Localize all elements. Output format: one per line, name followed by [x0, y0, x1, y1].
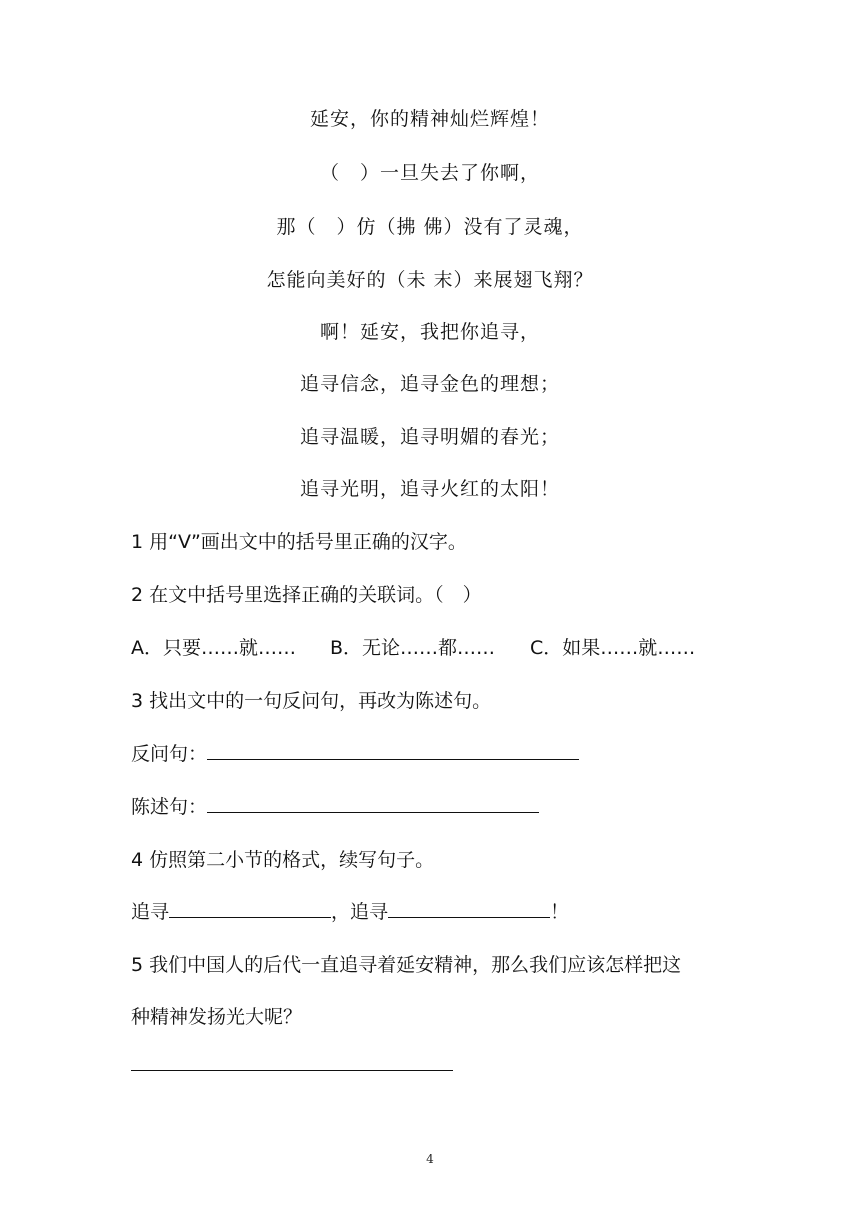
rhetorical-label: 反问句： — [131, 743, 208, 765]
poem-line: 那（ ）仿（拂 佛）没有了灵魂， — [276, 216, 584, 238]
poem-line: 追寻温暖，追寻明媚的春光； — [299, 426, 560, 448]
poem-line: 追寻光明，追寻火红的太阳！ — [299, 478, 560, 500]
page-number: 4 — [426, 1152, 434, 1166]
continuation-blank-1[interactable] — [169, 898, 331, 918]
continuation-middle: ，追寻 — [331, 901, 389, 923]
poem-line: （ ）一旦失去了你啊， — [319, 162, 540, 184]
poem-line: 追寻信念，追寻金色的理想； — [299, 373, 560, 395]
poem-line: 啊！延安，我把你追寻， — [319, 321, 540, 343]
continuation-prefix: 追寻 — [131, 901, 170, 923]
option-a[interactable]: A．只要……就…… — [131, 637, 296, 659]
question-5-answer-blank[interactable] — [131, 1070, 453, 1071]
question-5-line-1: 5 我们中国人的后代一直追寻着延安精神，那么我们应该怎样把这 — [131, 954, 682, 976]
question-3: 3 找出文中的一句反问句，再改为陈述句。 — [131, 690, 492, 712]
continuation-blank-2[interactable] — [388, 898, 550, 918]
rhetorical-answer-line — [131, 739, 579, 766]
question-1: 1 用“V”画出文中的括号里正确的汉字。 — [131, 531, 467, 553]
question-2: 2 在文中括号里选择正确的关联词。（ ） — [131, 584, 482, 606]
question-5-line-2: 种精神发扬光大呢？ — [131, 1006, 303, 1028]
statement-answer-blank[interactable] — [207, 793, 539, 813]
poem-line: 延安，你的精神灿烂辉煌！ — [309, 108, 550, 130]
option-b[interactable]: B．无论……都…… — [330, 637, 496, 659]
option-c[interactable]: C．如果……就…… — [530, 637, 696, 659]
continuation-line — [131, 897, 569, 924]
question-4: 4 仿照第二小节的格式，续写句子。 — [131, 849, 435, 871]
poem-line: 怎能向美好的（未 末）来展翅飞翔？ — [266, 269, 594, 291]
statement-label: 陈述句： — [131, 796, 208, 818]
continuation-end: ！ — [550, 901, 570, 923]
rhetorical-answer-blank[interactable] — [207, 740, 579, 760]
statement-answer-line — [131, 792, 539, 819]
